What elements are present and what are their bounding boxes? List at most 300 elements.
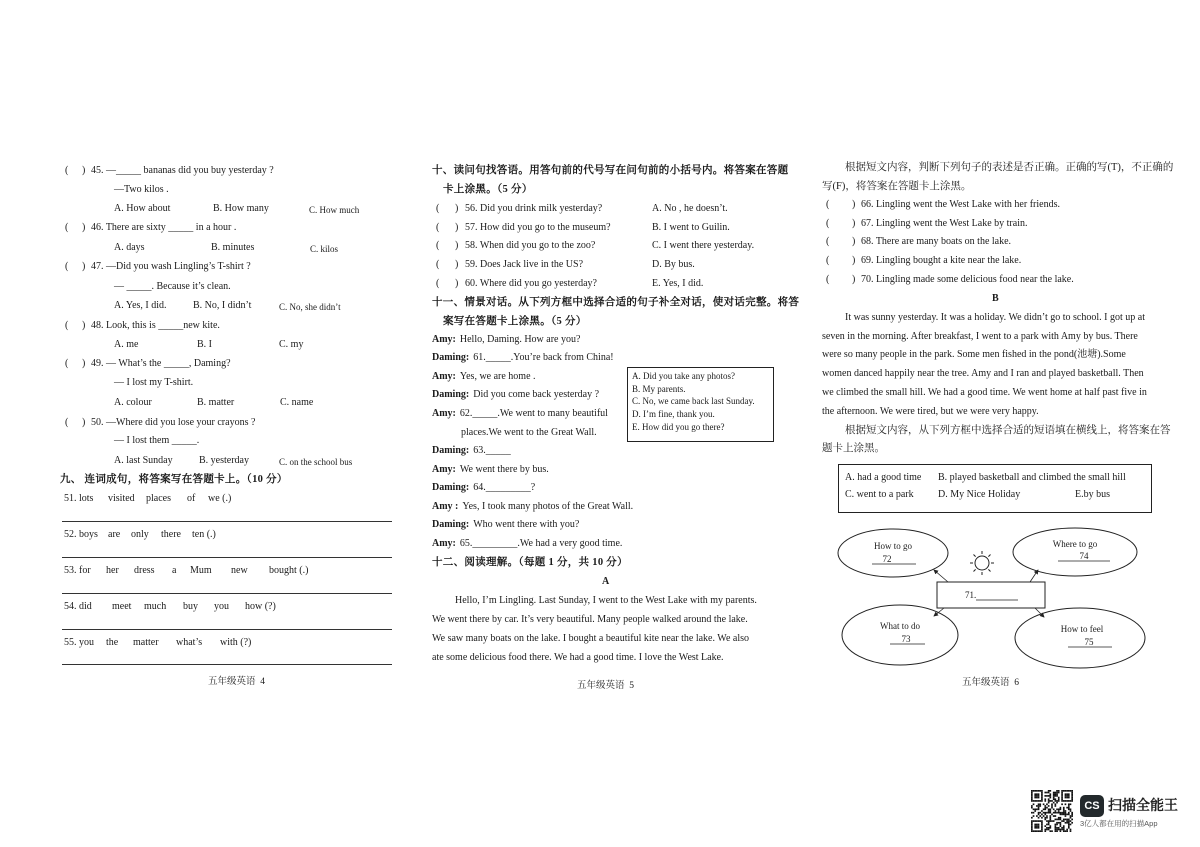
qr-module [1039, 805, 1041, 807]
match-answer: E. Yes, I did. [652, 278, 704, 289]
match-answer: A. No , he doesn’t. [652, 203, 728, 214]
scramble-word: with (?) [220, 637, 252, 648]
qr-module [1041, 825, 1043, 827]
phrase-option: E.by bus [1075, 489, 1110, 500]
qr-module [1036, 820, 1038, 822]
qr-module [1036, 805, 1038, 807]
qr-module [1056, 824, 1058, 826]
qr-module [1068, 807, 1070, 809]
answer-line [62, 664, 392, 665]
mind-map-label: What to do [880, 621, 920, 631]
qr-module [1070, 808, 1072, 810]
answer-paren-close: ) [82, 222, 86, 233]
qr-module [1036, 830, 1038, 832]
qr-module [1068, 793, 1070, 795]
qr-module [1060, 830, 1062, 832]
mind-map-node-where-to-go [1013, 528, 1137, 576]
qr-module [1055, 824, 1057, 826]
dialogue-line [432, 445, 511, 457]
true-false-instructions: 根据短文内容，判断下列句子的表述是否正确。正确的写(T)，不正确的 [845, 162, 1174, 173]
answer-paren-open: ( [436, 203, 440, 214]
qr-module [1043, 812, 1045, 814]
question-46-stem: 46. There are sixty _____ in a hour . [91, 222, 237, 233]
mind-map-blank-number: 74 [1079, 551, 1089, 561]
qr-module [1056, 829, 1058, 831]
qr-module [1044, 819, 1046, 821]
dialogue-text: We went there by bus. [459, 464, 549, 475]
qr-module [1065, 812, 1067, 814]
qr-module [1031, 824, 1033, 826]
question-50-option-c: C. on the school bus [279, 457, 353, 467]
dialogue-option: B. My parents. [632, 384, 686, 394]
qr-module [1056, 800, 1058, 802]
qr-module [1039, 820, 1041, 822]
qr-module [1048, 820, 1050, 822]
qr-module [1038, 825, 1040, 827]
qr-module [1041, 793, 1043, 795]
qr-module [1056, 790, 1058, 792]
answer-paren-close: ) [852, 255, 856, 266]
page-footer: 五年级英语 5 [577, 681, 635, 691]
qr-module [1049, 797, 1051, 799]
qr-module [1066, 820, 1068, 822]
speaker: Daming: [432, 445, 470, 456]
qr-module [1034, 808, 1036, 810]
qr-module [1061, 803, 1063, 805]
answer-paren-close: ) [82, 261, 86, 272]
qr-module [1044, 798, 1046, 800]
qr-module [1041, 797, 1043, 799]
qr-module [1066, 807, 1068, 809]
match-question: 59. Does Jack live in the US? [465, 259, 584, 270]
qr-module [1031, 792, 1033, 794]
qr-module [1043, 803, 1045, 805]
scramble-word: a [172, 565, 177, 576]
question-45-stem: 45. —_____ bananas did you buy yesterday ? [91, 165, 274, 176]
dialogue-text: 64._________? [473, 482, 536, 493]
speaker: Amy: [432, 408, 456, 419]
dialogue-text: 61._____.You’re back from China! [473, 352, 614, 363]
qr-module [1056, 792, 1058, 794]
qr-module [1036, 808, 1038, 810]
qr-module [1055, 825, 1057, 827]
qr-module [1058, 808, 1060, 810]
dialogue-option: E. How did you go there? [632, 422, 725, 432]
scramble-word: bought (.) [269, 565, 309, 576]
scramble-word: ten (.) [192, 529, 216, 540]
qr-module [1051, 803, 1053, 805]
scramble-word: places [146, 493, 171, 504]
dialogue-line [432, 408, 608, 420]
qr-module [1044, 795, 1046, 797]
qr-module [1061, 800, 1063, 802]
qr-module [1066, 829, 1068, 831]
qr-module [1058, 819, 1060, 821]
qr-module [1056, 793, 1058, 795]
qr-module [1048, 792, 1050, 794]
qr-module [1039, 800, 1041, 802]
qr-module [1061, 820, 1063, 822]
qr-module [1055, 803, 1057, 805]
qr-module [1056, 795, 1058, 797]
dialogue-text: places.We went to the Great Wall. [461, 427, 597, 438]
qr-module [1060, 808, 1062, 810]
qr-module [1046, 827, 1048, 829]
qr-module [1063, 810, 1065, 812]
qr-module [1070, 824, 1072, 826]
qr-module [1041, 830, 1043, 832]
match-answer: C. I went there yesterday. [652, 240, 755, 251]
qr-module [1070, 800, 1072, 802]
qr-module [1055, 810, 1057, 812]
qr-module [1070, 815, 1072, 817]
page-footer: 五年级英语 6 [962, 678, 1020, 688]
qr-module [1066, 830, 1068, 832]
qr-module [1056, 802, 1058, 804]
qr-module [1053, 795, 1055, 797]
scramble-word: are [108, 529, 121, 540]
qr-module [1034, 797, 1036, 799]
qr-module [1071, 822, 1073, 824]
dialogue-line [432, 538, 622, 550]
answer-paren-close: ) [455, 240, 459, 251]
qr-module [1044, 805, 1046, 807]
answer-paren-open: ( [65, 320, 69, 331]
page-footer: 五年级英语 4 [208, 677, 266, 687]
true-false-item: 67. Lingling went the West Lake by train. [861, 218, 1028, 229]
qr-module [1063, 830, 1065, 832]
qr-module [1049, 820, 1051, 822]
question-50-reply: — I lost them _____. [114, 435, 200, 446]
qr-module [1048, 795, 1050, 797]
qr-module [1041, 790, 1043, 792]
qr-module [1048, 790, 1050, 792]
mind-map-label: Where to go [1052, 539, 1098, 549]
question-45-reply: —Two kilos . [114, 184, 169, 195]
dialogue-line [432, 371, 536, 383]
qr-module [1046, 812, 1048, 814]
qr-module [1063, 812, 1065, 814]
qr-module [1049, 800, 1051, 802]
qr-module [1036, 797, 1038, 799]
qr-module [1034, 793, 1036, 795]
mind-map-blank-number: 73 [901, 634, 911, 644]
qr-module [1063, 807, 1065, 809]
qr-module [1033, 815, 1035, 817]
answer-line [62, 557, 392, 558]
qr-module [1039, 790, 1041, 792]
speaker: Amy: [432, 334, 456, 345]
qr-module [1070, 817, 1072, 819]
question-48-option-a: A. me [114, 339, 139, 350]
qr-module [1051, 820, 1053, 822]
answer-paren-close: ) [455, 259, 459, 270]
qr-module [1061, 829, 1063, 831]
qr-module [1041, 820, 1043, 822]
qr-module [1048, 824, 1050, 826]
dialogue-option: D. I’m fine, thank you. [632, 409, 715, 419]
speaker: Daming: [432, 482, 470, 493]
dialogue-text: Who went there with you? [473, 519, 580, 530]
scramble-word: visited [108, 493, 135, 504]
qr-module [1044, 800, 1046, 802]
passage-a-label: A [602, 576, 610, 587]
question-49-option-b: B. matter [197, 397, 235, 408]
qr-module [1048, 829, 1050, 831]
qr-module [1039, 803, 1041, 805]
answer-paren-open: ( [65, 222, 69, 233]
qr-module [1033, 812, 1035, 814]
qr-module [1056, 827, 1058, 829]
scramble-word: there [161, 529, 181, 540]
speaker: Daming: [432, 352, 470, 363]
scramble-word: meet [112, 601, 132, 612]
dialogue-text: 65._________.We had a very good time. [459, 538, 623, 549]
qr-module [1063, 800, 1065, 802]
qr-module [1038, 797, 1040, 799]
qr-module [1066, 819, 1068, 821]
question-49-stem: 49. — What’s the _____, Daming? [91, 358, 231, 369]
camscanner-logo: CS [1080, 795, 1104, 817]
speaker: Amy : [432, 501, 459, 512]
qr-module [1048, 822, 1050, 824]
section-10-title: 十、读问句找答语。用答句前的代号写在问句前的小括号内。将答案在答题 [432, 165, 789, 176]
qr-module [1055, 800, 1057, 802]
qr-module [1063, 829, 1065, 831]
question-47-reply: — _____. Because it’s clean. [114, 281, 231, 292]
qr-module [1044, 829, 1046, 831]
answer-paren-open: ( [65, 165, 69, 176]
scramble-word: of [187, 493, 196, 504]
qr-module [1031, 822, 1033, 824]
qr-module [1038, 817, 1040, 819]
mind-map-blank-number: 72 [882, 554, 892, 564]
qr-module [1058, 827, 1060, 829]
qr-module [1058, 812, 1060, 814]
qr-module [1058, 817, 1060, 819]
qr-module [1068, 819, 1070, 821]
answer-paren-close: ) [82, 320, 86, 331]
qr-module [1068, 800, 1070, 802]
qr-module [1031, 830, 1033, 832]
qr-module [1071, 795, 1073, 797]
question-47-option-c: C. No, she didn’t [279, 302, 341, 312]
section-9-title: 九、 连词成句，将答案写在答题卡上。（10 分） [60, 474, 288, 485]
qr-module [1038, 830, 1040, 832]
qr-module [1063, 790, 1065, 792]
scramble-word: you [214, 601, 229, 612]
qr-module [1055, 829, 1057, 831]
qr-module [1053, 815, 1055, 817]
dialogue-option: C. No, we came back last Sunday. [632, 396, 755, 406]
question-49-option-a: A. colour [114, 397, 152, 408]
qr-module [1055, 795, 1057, 797]
qr-module [1049, 817, 1051, 819]
phrase-option: A. had a good time [845, 472, 922, 483]
passage-b-line: women danced happily near the tree. Amy and I ran and played basketball. Then [822, 368, 1144, 379]
qr-module [1044, 808, 1046, 810]
qr-module [1055, 812, 1057, 814]
qr-module [1051, 807, 1053, 809]
qr-module [1041, 792, 1043, 794]
qr-module [1070, 810, 1072, 812]
answer-paren-open: ( [826, 274, 830, 285]
question-49-reply: — I lost my T-shirt. [114, 377, 194, 388]
qr-module [1036, 815, 1038, 817]
qr-module [1060, 817, 1062, 819]
qr-module [1038, 803, 1040, 805]
scramble-word: 52. boys [64, 529, 98, 540]
qr-module [1068, 805, 1070, 807]
dialogue-line [432, 389, 599, 401]
true-false-item: 66. Lingling went the West Lake with her friends. [861, 199, 1060, 210]
qr-module [1038, 795, 1040, 797]
qr-module [1048, 798, 1050, 800]
qr-module [1033, 803, 1035, 805]
answer-paren-close: ) [82, 165, 86, 176]
qr-module [1031, 817, 1033, 819]
mind-map-node-how-to-feel [1015, 608, 1145, 668]
qr-module [1065, 819, 1067, 821]
qr-module [1053, 820, 1055, 822]
phrase-option: D. My Nice Holiday [938, 489, 1021, 500]
answer-paren-open: ( [436, 259, 440, 270]
qr-module [1065, 790, 1067, 792]
match-question: 58. When did you go to the zoo? [465, 240, 596, 251]
passage-b-line: we climbed the small hill. We had a good time. We went home at half past five in [822, 387, 1147, 398]
qr-module [1033, 800, 1035, 802]
answer-paren-open: ( [436, 278, 440, 289]
qr-module [1036, 790, 1038, 792]
qr-module [1049, 795, 1051, 797]
answer-paren-close: ) [455, 278, 459, 289]
qr-module [1068, 797, 1070, 799]
scramble-word: 53. for [64, 565, 91, 576]
qr-module [1065, 795, 1067, 797]
qr-module [1034, 820, 1036, 822]
qr-module [1031, 805, 1033, 807]
dialogue-line [432, 501, 633, 513]
qr-module [1041, 824, 1043, 826]
speaker: Daming: [432, 519, 470, 530]
qr-module [1063, 819, 1065, 821]
qr-module [1053, 808, 1055, 810]
mind-map [830, 524, 1160, 672]
dialogue-line [432, 334, 580, 346]
qr-module [1065, 810, 1067, 812]
qr-module [1061, 790, 1063, 792]
qr-module [1044, 792, 1046, 794]
question-48-option-b: B. I [197, 339, 212, 350]
section-11-title-cont: 案写在答题卡上涂黑。（5 分） [443, 316, 587, 327]
qr-module [1066, 797, 1068, 799]
match-question: 57. How did you go to the museum? [465, 222, 611, 233]
dialogue-text: Yes, I took many photos of the Great Wall. [462, 501, 634, 512]
qr-module [1060, 824, 1062, 826]
qr-module [1060, 829, 1062, 831]
question-50-option-b: B. yesterday [199, 455, 249, 466]
qr-module [1065, 797, 1067, 799]
mind-map-label: How to go [874, 541, 912, 551]
qr-module [1066, 822, 1068, 824]
mind-map-center-box [937, 582, 1045, 608]
qr-module [1060, 814, 1062, 816]
answer-paren-close: ) [852, 236, 856, 247]
dialogue-text: Hello, Daming. How are you? [459, 334, 581, 345]
dialogue-text: 62._____.We went to many beautiful [459, 408, 608, 419]
qr-module [1044, 807, 1046, 809]
scanner-app-name: 扫描全能王 [1108, 797, 1178, 813]
qr-module [1033, 808, 1035, 810]
qr-module [1051, 830, 1053, 832]
question-45-option-c: C. How much [309, 205, 360, 215]
qr-module [1038, 820, 1040, 822]
qr-module [1071, 798, 1073, 800]
qr-module [1058, 792, 1060, 794]
true-false-instructions-cont: 写(F)，将答案在答题卡上涂黑。 [822, 181, 972, 192]
match-answer: B. I went to Guilin. [652, 222, 730, 233]
qr-module [1049, 793, 1051, 795]
qr-module [1068, 824, 1070, 826]
qr-module [1031, 829, 1033, 831]
qr-module [1071, 797, 1073, 799]
question-50-stem: 50. —Where did you lose your crayons ? [91, 417, 256, 428]
qr-module [1044, 812, 1046, 814]
qr-module [1036, 800, 1038, 802]
qr-module [1041, 829, 1043, 831]
qr-module [1061, 814, 1063, 816]
qr-module [1036, 824, 1038, 826]
qr-module [1053, 812, 1055, 814]
qr-module [1065, 793, 1067, 795]
qr-module [1038, 827, 1040, 829]
passage-b-label: B [992, 293, 999, 304]
qr-code [1031, 790, 1073, 832]
fill-instructions-cont: 题卡上涂黑。 [822, 443, 885, 454]
dialogue-line [432, 352, 614, 364]
qr-module [1041, 798, 1043, 800]
qr-module [1071, 814, 1073, 816]
qr-module [1068, 820, 1070, 822]
qr-module [1031, 825, 1033, 827]
qr-module [1060, 807, 1062, 809]
qr-module [1055, 792, 1057, 794]
scramble-word: buy [183, 601, 198, 612]
scramble-word: 54. did [64, 601, 92, 612]
qr-module [1068, 827, 1070, 829]
qr-module [1051, 814, 1053, 816]
qr-module [1049, 790, 1051, 792]
speaker: Amy: [432, 371, 456, 382]
answer-paren-open: ( [826, 199, 830, 210]
qr-module [1033, 790, 1035, 792]
qr-module [1038, 808, 1040, 810]
answer-paren-open: ( [826, 218, 830, 229]
dialogue-line [461, 427, 597, 439]
qr-module [1055, 798, 1057, 800]
qr-module [1071, 815, 1073, 817]
passage-a-line: ate some delicious food there. We had a good time. I love the West Lake. [432, 652, 724, 663]
qr-module [1046, 792, 1048, 794]
qr-module [1068, 814, 1070, 816]
scramble-word: new [231, 565, 248, 576]
scanner-tagline: 3亿人都在用的扫描App [1080, 819, 1158, 828]
qr-module [1034, 795, 1036, 797]
qr-module [1048, 805, 1050, 807]
qr-module [1055, 793, 1057, 795]
qr-module [1048, 808, 1050, 810]
qr-module [1031, 798, 1033, 800]
